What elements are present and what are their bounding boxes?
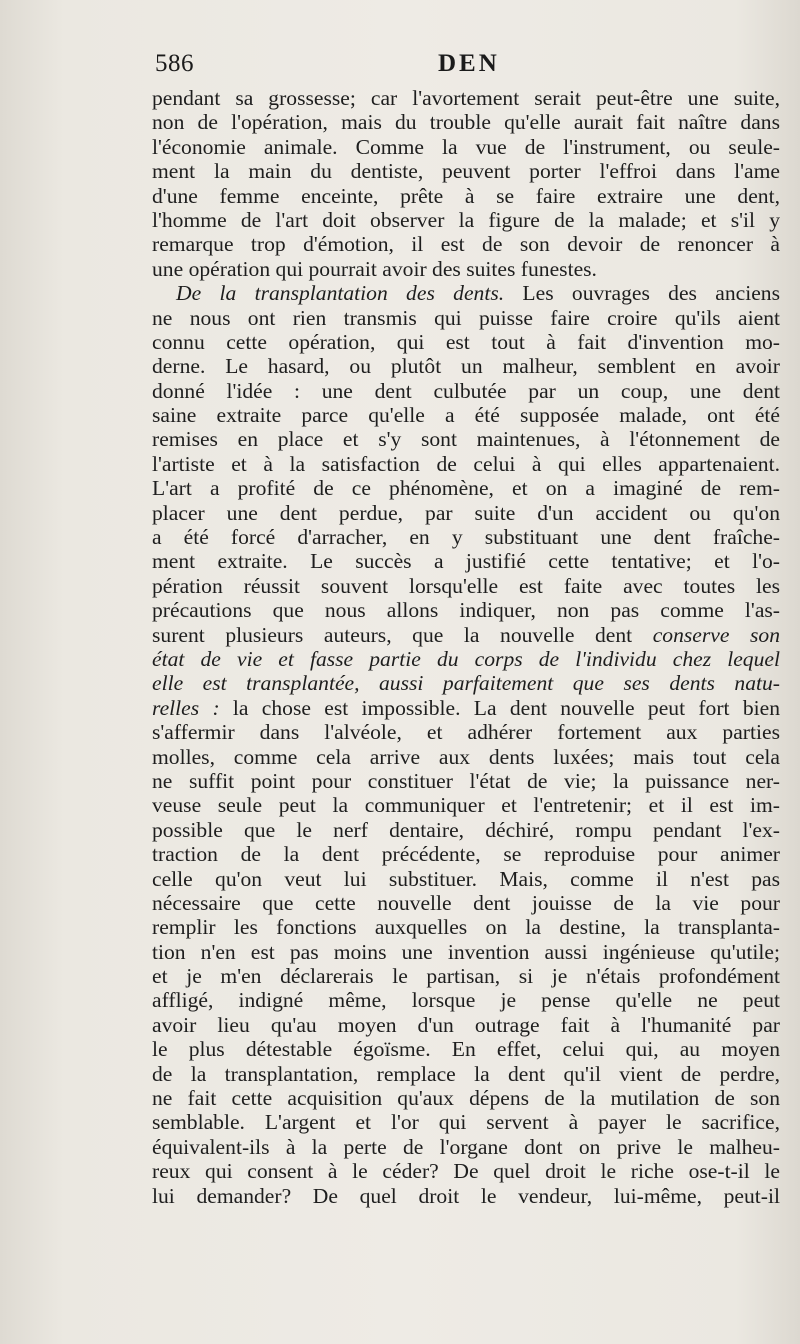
text-line: tion n'en est pas moins une invention aussi ingénieuse qu'utile; <box>152 939 780 964</box>
text-line: celle qu'on veut lui substituer. Mais, comme il n'est pas <box>152 866 780 891</box>
text-line <box>152 623 780 647</box>
text-line: l'économie animale. Comme la vue de l'instrument, ou seule- <box>152 134 780 159</box>
text-line: équivalent-ils à la perte de l'organe dont on prive le malheu- <box>152 1134 780 1159</box>
text-line: traction de la dent précédente, se reproduise pour animer <box>152 842 780 867</box>
text-line: de la transplantation, remplace la dent qu'il vient de perdre, <box>152 1061 780 1086</box>
text-line: possible que le nerf dentaire, déchiré, rompu pendant l'ex- <box>152 817 780 842</box>
italic-quote-line: état de vie et fasse partie du corps de l'individu chez lequel <box>152 646 780 671</box>
text-line: donné l'idée : une dent culbutée par un coup, une dent <box>152 378 780 403</box>
text-line: remplir les fonctions auxquelles on la destine, la transplanta- <box>152 915 780 940</box>
text-line: connu cette opération, qui est tout à fait d'invention mo- <box>152 329 780 354</box>
page-number: 586 <box>155 50 194 77</box>
text-line: ment extraite. Le succès a justifié cette tentative; et l'o- <box>152 549 780 574</box>
text-line: lui demander? De quel droit le vendeur, lui-même, peut-il <box>152 1183 780 1208</box>
italic-quote: relles : <box>152 695 220 720</box>
text-line: pération réussit souvent lorsqu'elle est faite avec toutes les <box>152 573 780 598</box>
text-line: remarque trop d'émotion, il est de son devoir de renoncer à <box>152 232 780 257</box>
text-line: d'une femme enceinte, prête à se faire extraire une dent, <box>152 183 780 208</box>
text-line: l'homme de l'art doit observer la figure de la malade; et s'il y <box>152 207 780 232</box>
text-fragment: surent plusieurs auteurs, que la nouvelle dent <box>152 622 653 647</box>
text-line: l'artiste et à la satisfaction de celui à qui elles appartenaient. <box>152 451 780 476</box>
text-line: précautions que nous allons indiquer, non pas comme l'as- <box>152 598 780 623</box>
text-line: saine extraite parce qu'elle a été supposée malade, ont été <box>152 403 780 428</box>
text-line: placer une dent perdue, par suite d'un accident ou qu'on <box>152 500 780 525</box>
text-line: ne nous ont rien transmis qui puisse faire croire qu'ils aient <box>152 305 780 330</box>
text-line: ment la main du dentiste, peuvent porter l'effroi dans l'ame <box>152 159 780 184</box>
text-line: affligé, indigné même, lorsque je pense qu'elle ne peut <box>152 988 780 1013</box>
section-heading: De la transplantation des dents. <box>176 281 505 306</box>
section-heading-line <box>152 281 780 305</box>
text-line: veuse seule peut la communiquer et l'entretenir; et il est im- <box>152 793 780 818</box>
text-line: non de l'opération, mais du trouble qu'elle aurait fait naître dans <box>152 110 780 135</box>
text-line: une opération qui pourrait avoir des suites funestes. <box>152 256 597 281</box>
text-line: reux qui consent à le céder? De quel droit le riche ose-t-il le <box>152 1159 780 1184</box>
text-line: L'art a profité de ce phénomène, et on a imaginé de rem- <box>152 476 780 501</box>
italic-quote: conserve son <box>652 622 780 647</box>
text-line: a été forcé d'arracher, en y substituant une dent fraîche- <box>152 525 780 550</box>
text-line: molles, comme cela arrive aux dents luxées; mais tout cela <box>152 744 780 769</box>
text-line: remises en place et s'y sont maintenues, à l'étonnement de <box>152 427 780 452</box>
text-line: et je m'en déclarerais le partisan, si je n'étais profondément <box>152 964 780 989</box>
text-fragment: Les ouvrages des anciens <box>504 281 780 306</box>
text-line: semblable. L'argent et l'or qui servent à payer le sacrifice, <box>152 1110 780 1135</box>
text-line: pendant sa grossesse; car l'avortement serait peut-être une suite, <box>152 86 780 110</box>
page-header <box>155 50 780 84</box>
italic-quote-line: elle est transplantée, aussi parfaitement que ses dents natu- <box>152 671 780 696</box>
text-line: le plus détestable égoïsme. En effet, celui qui, au moyen <box>152 1037 780 1062</box>
text-line: nécessaire que cette nouvelle dent jouisse de la vie pour <box>152 890 780 915</box>
text-line: ne fait cette acquisition qu'aux dépens de la mutilation de son <box>152 1086 780 1111</box>
running-head: DEN <box>438 50 500 77</box>
body-text <box>152 86 780 1208</box>
text-line: ne suffit point pour constituer l'état de vie; la puissance ner- <box>152 768 780 793</box>
text-line: avoir lieu qu'au moyen d'un outrage fait à l'humanité par <box>152 1012 780 1037</box>
text-line: derne. Le hasard, ou plutôt un malheur, semblent en avoir <box>152 354 780 379</box>
text-fragment: la chose est impossible. La dent nouvelle peut fort bien <box>219 695 780 720</box>
text-line <box>152 696 780 720</box>
text-line: s'affermir dans l'alvéole, et adhérer fortement aux parties <box>152 720 780 745</box>
